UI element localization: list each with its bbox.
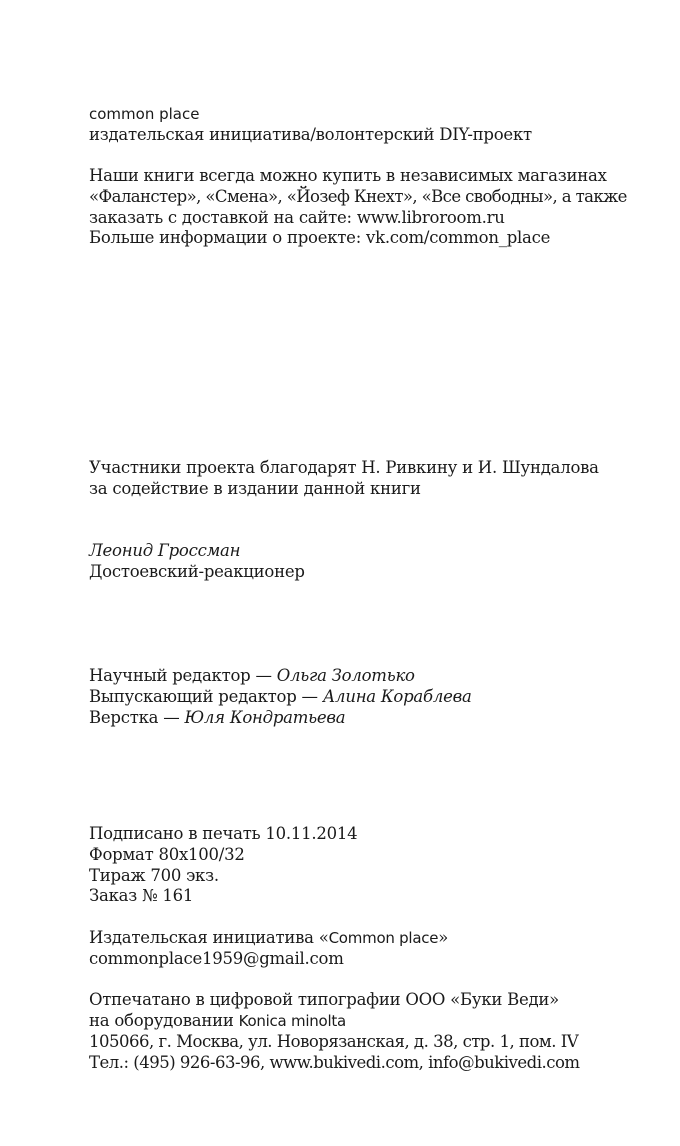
thanks-line-1: Участники проекта благодарят Н. Ривкину и И. Шундалова [89,458,599,477]
credit-science-editor [89,666,649,687]
credit-layout [89,708,649,729]
publisher-contact-name [89,928,649,949]
publisher-contact-suffix: » [438,927,449,947]
credit-person: Юля Кондратьева [184,707,346,727]
credit-role: Научный редактор — [89,666,277,685]
publisher-contact-prefix: Издательская инициатива « [89,927,329,947]
credit-managing-editor [89,687,649,708]
publisher-name: common place [89,105,200,123]
credit-role: Выпускающий редактор — [89,686,323,706]
spacer [89,970,649,991]
book-author: Леонид Гроссман [89,541,241,560]
format: Формат 80х100/32 [89,844,245,864]
order-number: Заказ № 161 [89,886,194,906]
imprint [89,824,649,1074]
editorial-credits [89,666,649,728]
shops-line-2: «Фаланстер», «Смена», «Йозеф Кнехт», «Все свободны», а также [89,186,627,206]
printer-equipment-prefix: на оборудовании [89,1011,239,1031]
shops-line-3: заказать с доставкой на сайте: www.libroroom.ru [89,207,505,227]
credit-role: Верстка — [89,707,185,727]
printer-equipment-brand: Konica minolta [238,1012,346,1031]
printer-line-2 [89,1011,649,1032]
publisher-header [89,104,649,146]
credit-person: Алина Кораблева [322,686,472,706]
publisher-contact-brand: Common place [328,928,439,947]
printer-address: 105066, г. Москва, ул. Новорязанская, д. 38, стр. 1, пом. IV [89,1031,579,1051]
signed-for-print: Подписано в печать 10.11.2014 [89,824,358,843]
publisher-descriptor: издательская инициатива/волонтерский DIY-проект [89,124,532,144]
book-title: Достоевский-реакционер [89,561,305,581]
project-info-line: Больше информации о проекте: vk.com/common_place [89,228,551,248]
print-run: Тираж 700 экз. [89,865,219,885]
printer-line-1: Отпечатано в цифровой типографии ООО «Буки Веди» [89,990,560,1010]
shops-info [89,166,649,249]
thanks-line-2: за содействие в издании данной книги [89,478,421,498]
book-info [89,541,649,583]
shops-line-1: Наши книги всегда можно купить в независимых магазинах [89,166,607,185]
acknowledgements [89,458,649,500]
credit-person: Ольга Золотько [276,666,415,685]
publisher-email: commonplace1959@gmail.com [89,948,344,968]
spacer [89,907,649,928]
printer-contacts: Тел.: (495) 926-63-96, www.bukivedi.com, info@bukivedi.com [89,1052,580,1072]
